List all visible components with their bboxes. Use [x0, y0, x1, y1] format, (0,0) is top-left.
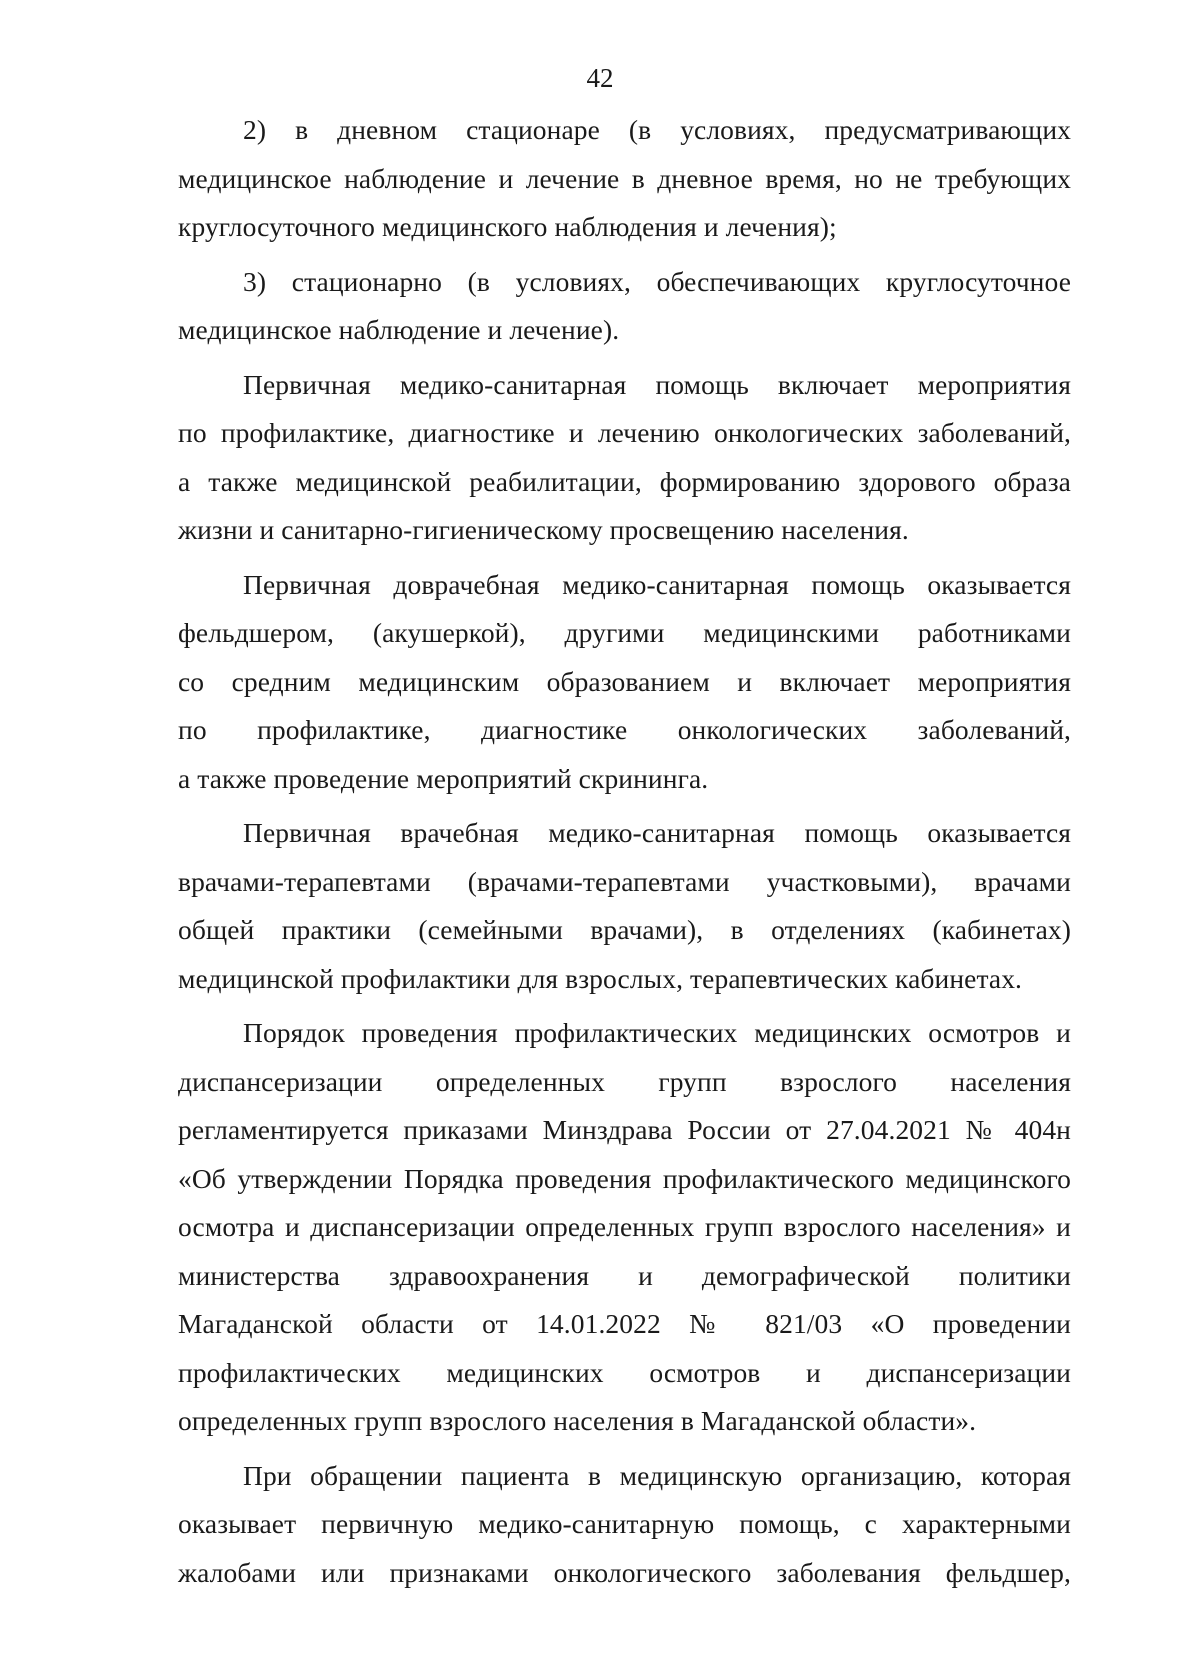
text-line: со средним медицинским образованием и включает мероприятия	[178, 665, 1071, 697]
text-line: диспансеризации определенных групп взрослого населения	[178, 1065, 1071, 1097]
text-line: 2) в дневном стационаре (в условиях, предусматривающих	[243, 114, 1071, 145]
paragraph-day-hospital	[178, 106, 1071, 252]
text-line: общей практики (семейными врачами), в отделениях (кабинетах)	[178, 914, 1071, 945]
text-line: Первичная доврачебная медико-санитарная помощь оказывается	[243, 568, 1071, 600]
text-line: фельдшером, (акушеркой), другими медицинскими работниками	[178, 617, 1071, 648]
text-line: а также медицинской реабилитации, формированию здорового образа	[178, 465, 1071, 497]
text-line: медицинской профилактики для взрослых, терапевтических кабинетах.	[178, 962, 1023, 994]
text-line: профилактических медицинских осмотров и диспансеризации	[178, 1356, 1071, 1388]
text-line: 3) стационарно (в условиях, обеспечивающих круглосуточное	[243, 265, 1071, 297]
text-line: регламентируется приказами Минздрава России от 27.04.2021 № 404н	[178, 1114, 1071, 1145]
text-line: Порядок проведения профилактических медицинских осмотров и	[243, 1017, 1071, 1048]
page-number: 42	[586, 63, 614, 93]
text-line: круглосуточного медицинского наблюдения и лечения);	[178, 211, 837, 242]
text-line: медицинское наблюдение и лечение в дневное время, но не требующих	[178, 162, 1071, 194]
text-line: осмотра и диспансеризации определенных групп взрослого населения» и	[178, 1211, 1071, 1242]
text-line: по профилактике, диагностике онкологических заболеваний,	[178, 714, 1071, 745]
text-line: жалобами или признаками онкологического заболевания фельдшер,	[178, 1556, 1071, 1588]
paragraph-inpatient	[178, 258, 1071, 355]
text-line: Магаданской области от 14.01.2022 № 821/03 «О проведении	[178, 1308, 1071, 1339]
paragraph-patient-referral	[178, 1452, 1071, 1598]
text-line: врачами-терапевтами (врачами-терапевтами участковыми), врачами	[178, 865, 1071, 897]
paragraph-pre-medical-care	[178, 561, 1071, 804]
text-line: Первичная врачебная медико-санитарная помощь оказывается	[243, 817, 1071, 848]
text-line: оказывает первичную медико-санитарную помощь, с характерными	[178, 1508, 1071, 1539]
text-line: по профилактике, диагностике и лечению онкологических заболеваний,	[178, 417, 1071, 448]
text-line: определенных групп взрослого населения в Магаданской области».	[178, 1405, 977, 1436]
text-line: министерства здравоохранения и демографической политики	[178, 1259, 1071, 1291]
document-body	[178, 106, 1071, 1603]
text-line: жизни и санитарно-гигиеническому просвещению населения.	[178, 514, 909, 545]
paragraph-physician-care	[178, 809, 1071, 1003]
text-line: а также проведение мероприятий скрининга.	[178, 762, 709, 794]
text-line: «Об утверждении Порядка проведения профилактического медицинского	[178, 1162, 1071, 1194]
text-line: Первичная медико-санитарная помощь включает мероприятия	[243, 368, 1071, 400]
paragraph-examination-procedure	[178, 1009, 1071, 1446]
text-line: При обращении пациента в медицинскую организацию, которая	[243, 1459, 1071, 1491]
paragraph-primary-care	[178, 361, 1071, 555]
text-line: медицинское наблюдение и лечение).	[178, 314, 620, 345]
